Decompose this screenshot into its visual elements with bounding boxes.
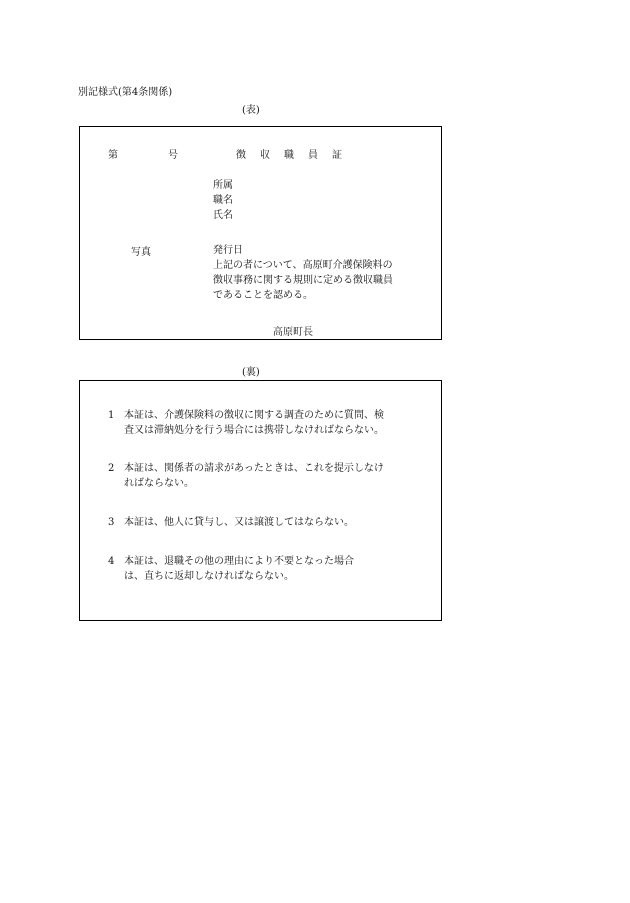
field-name: 氏名 [213, 210, 233, 221]
back-caption: (裏) [242, 367, 260, 378]
note-number: 4 [108, 556, 115, 567]
note-line: 本証は、他人に貸与し、又は譲渡してはならない。 [124, 517, 354, 528]
note-item [108, 554, 428, 584]
issue-date: 発行日 [213, 245, 243, 256]
note-number: 3 [108, 517, 115, 528]
photo-label: 写真 [131, 247, 151, 258]
form-label: 別記様式(第4条関係) [78, 87, 173, 98]
number-dai: 第 [108, 150, 118, 161]
certification-line-1: 上記の者について、高原町介護保険料の [213, 260, 393, 271]
number-gou: 号 [168, 150, 178, 161]
note-line: 本証は、関係者の請求があったときは、これを提示しなけ [124, 463, 384, 474]
back-card [79, 380, 442, 621]
certification-line-3: であることを認める。 [213, 290, 313, 301]
note-line: 本証は、介護保険料の徴収に関する調査のために質問、検 [124, 410, 384, 421]
note-line: は、直ちに返却しなければならない。 [124, 571, 294, 582]
field-affiliation: 所属 [213, 180, 233, 191]
note-item [108, 408, 428, 438]
issuer: 高原町長 [273, 327, 313, 338]
front-card [79, 126, 442, 340]
note-number: 1 [108, 410, 115, 421]
note-item [108, 461, 428, 491]
note-line: 本証は、退職その他の理由により不要となった場合 [124, 556, 354, 567]
note-number: 2 [108, 463, 115, 474]
note-line: 査又は滞納処分を行う場合には携帯しなければならない。 [124, 425, 384, 436]
certification-line-2: 徴収事務に関する規則に定める徴収職員 [213, 275, 393, 286]
field-position: 職名 [213, 195, 233, 206]
note-item [108, 515, 428, 530]
note-line: ればならない。 [124, 478, 194, 489]
card-title: 徴 収 職 員 証 [236, 150, 344, 161]
front-caption: (表) [242, 105, 260, 116]
